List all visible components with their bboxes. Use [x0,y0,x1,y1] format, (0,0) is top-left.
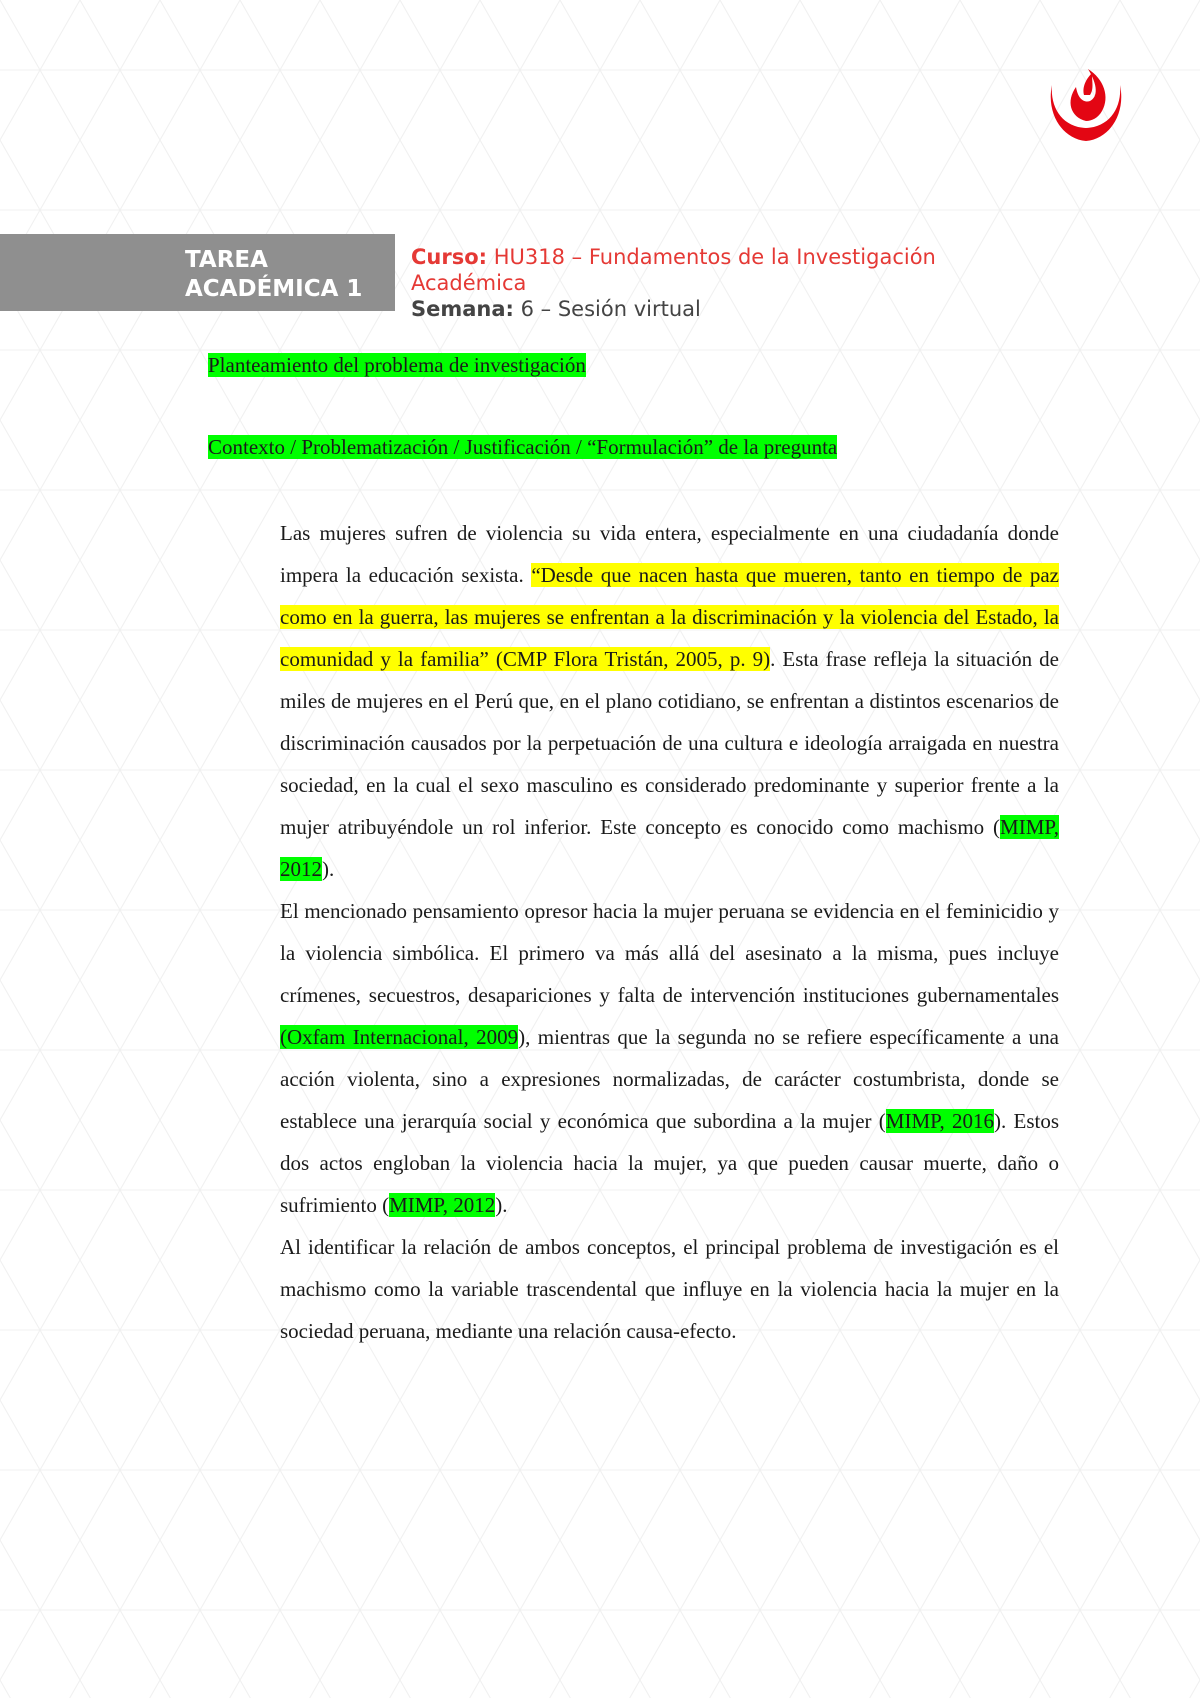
assignment-tag-line2: ACADÉMICA 1 [185,276,363,302]
section-heading-2-text: Contexto / Problematización / Justificación / “Formulación” de la pregunta [208,435,838,459]
assignment-tag [185,246,362,304]
paragraph-2-intro: El mencionado pensamiento opresor hacia la mujer peruana se evidencia en el feminicidio y la violencia simbólica. El primero va más allá del asesinato a la misma, pues incluye crímenes, secuestros, desapariciones y falta de intervención instituciones gubernamentales [280,899,1059,1007]
paragraph-2 [280,890,1059,1226]
upc-logo-icon [1040,55,1130,145]
paragraph-3: Al identificar la relación de ambos conceptos, el principal problema de investigación es el machismo como la variable trascendental que influye en la violencia hacia la mujer en la sociedad peruana, mediante una relación causa-efecto. [280,1235,1059,1343]
body-text [280,512,1059,1352]
course-info [411,244,1031,322]
citation-oxfam-2009: (Oxfam Internacional, 2009 [280,1025,519,1049]
section-heading-2 [208,434,837,460]
citation-mimp-2012-b: MIMP, 2012 [389,1193,496,1217]
paragraph-1 [280,512,1059,890]
course-label: Curso: [411,245,488,269]
citation-mimp-2012: MIMP, 2012 [280,815,1059,881]
course-line [411,244,1031,296]
paragraph-2-body-2: ). Estos dos actos engloban la violencia hacia la mujer, ya que pueden causar muerte, daño o sufrimiento ( [280,1109,1059,1217]
course-value: HU318 – Fundamentos de la Investigación Académica [411,245,936,295]
paragraph-1-quote: “Desde que nacen hasta que mueren, tanto en tiempo de paz como en la guerra, las mujeres se enfrentan a la discriminación y la violencia del Estado, la comunidad y la familia” (CMP Flora Tristán, 2005, p. 9) [280,563,1059,671]
section-heading-1-text: Planteamiento del problema de investigación [208,353,586,377]
week-line [411,296,1031,322]
paragraph-2-body: ), mientras que la segunda no se refiere específicamente a una acción violenta, sino a expresiones normalizadas, de carácter costumbrista, donde se establece una jerarquía social y económica que subordina a la mujer ( [280,1025,1059,1133]
citation-mimp-2016: MIMP, 2016 [885,1109,994,1133]
paragraph-1-body: . Esta frase refleja la situación de miles de mujeres en el Perú que, en el plano cotidiano, se enfrentan a distintos escenarios de discriminación causados por la perpetuación de una cultura e ideología arraigada en nuestra sociedad, en la cual el sexo masculino es considerado predominante y superior frente a la mujer atribuyéndole un rol inferior. Este concepto es conocido como machismo ( [280,647,1059,839]
week-value: 6 – Sesión virtual [520,297,701,321]
paragraph-2-end: ). [495,1193,508,1217]
assignment-tag-line1: TAREA [185,247,268,273]
paragraph-1-intro: Las mujeres sufren de violencia su vida entera, especialmente en una ciudadanía donde impera la educación sexista. [280,521,1059,587]
week-label: Semana: [411,297,514,321]
paragraph-1-end: ). [322,857,335,881]
section-heading-1 [208,352,586,378]
